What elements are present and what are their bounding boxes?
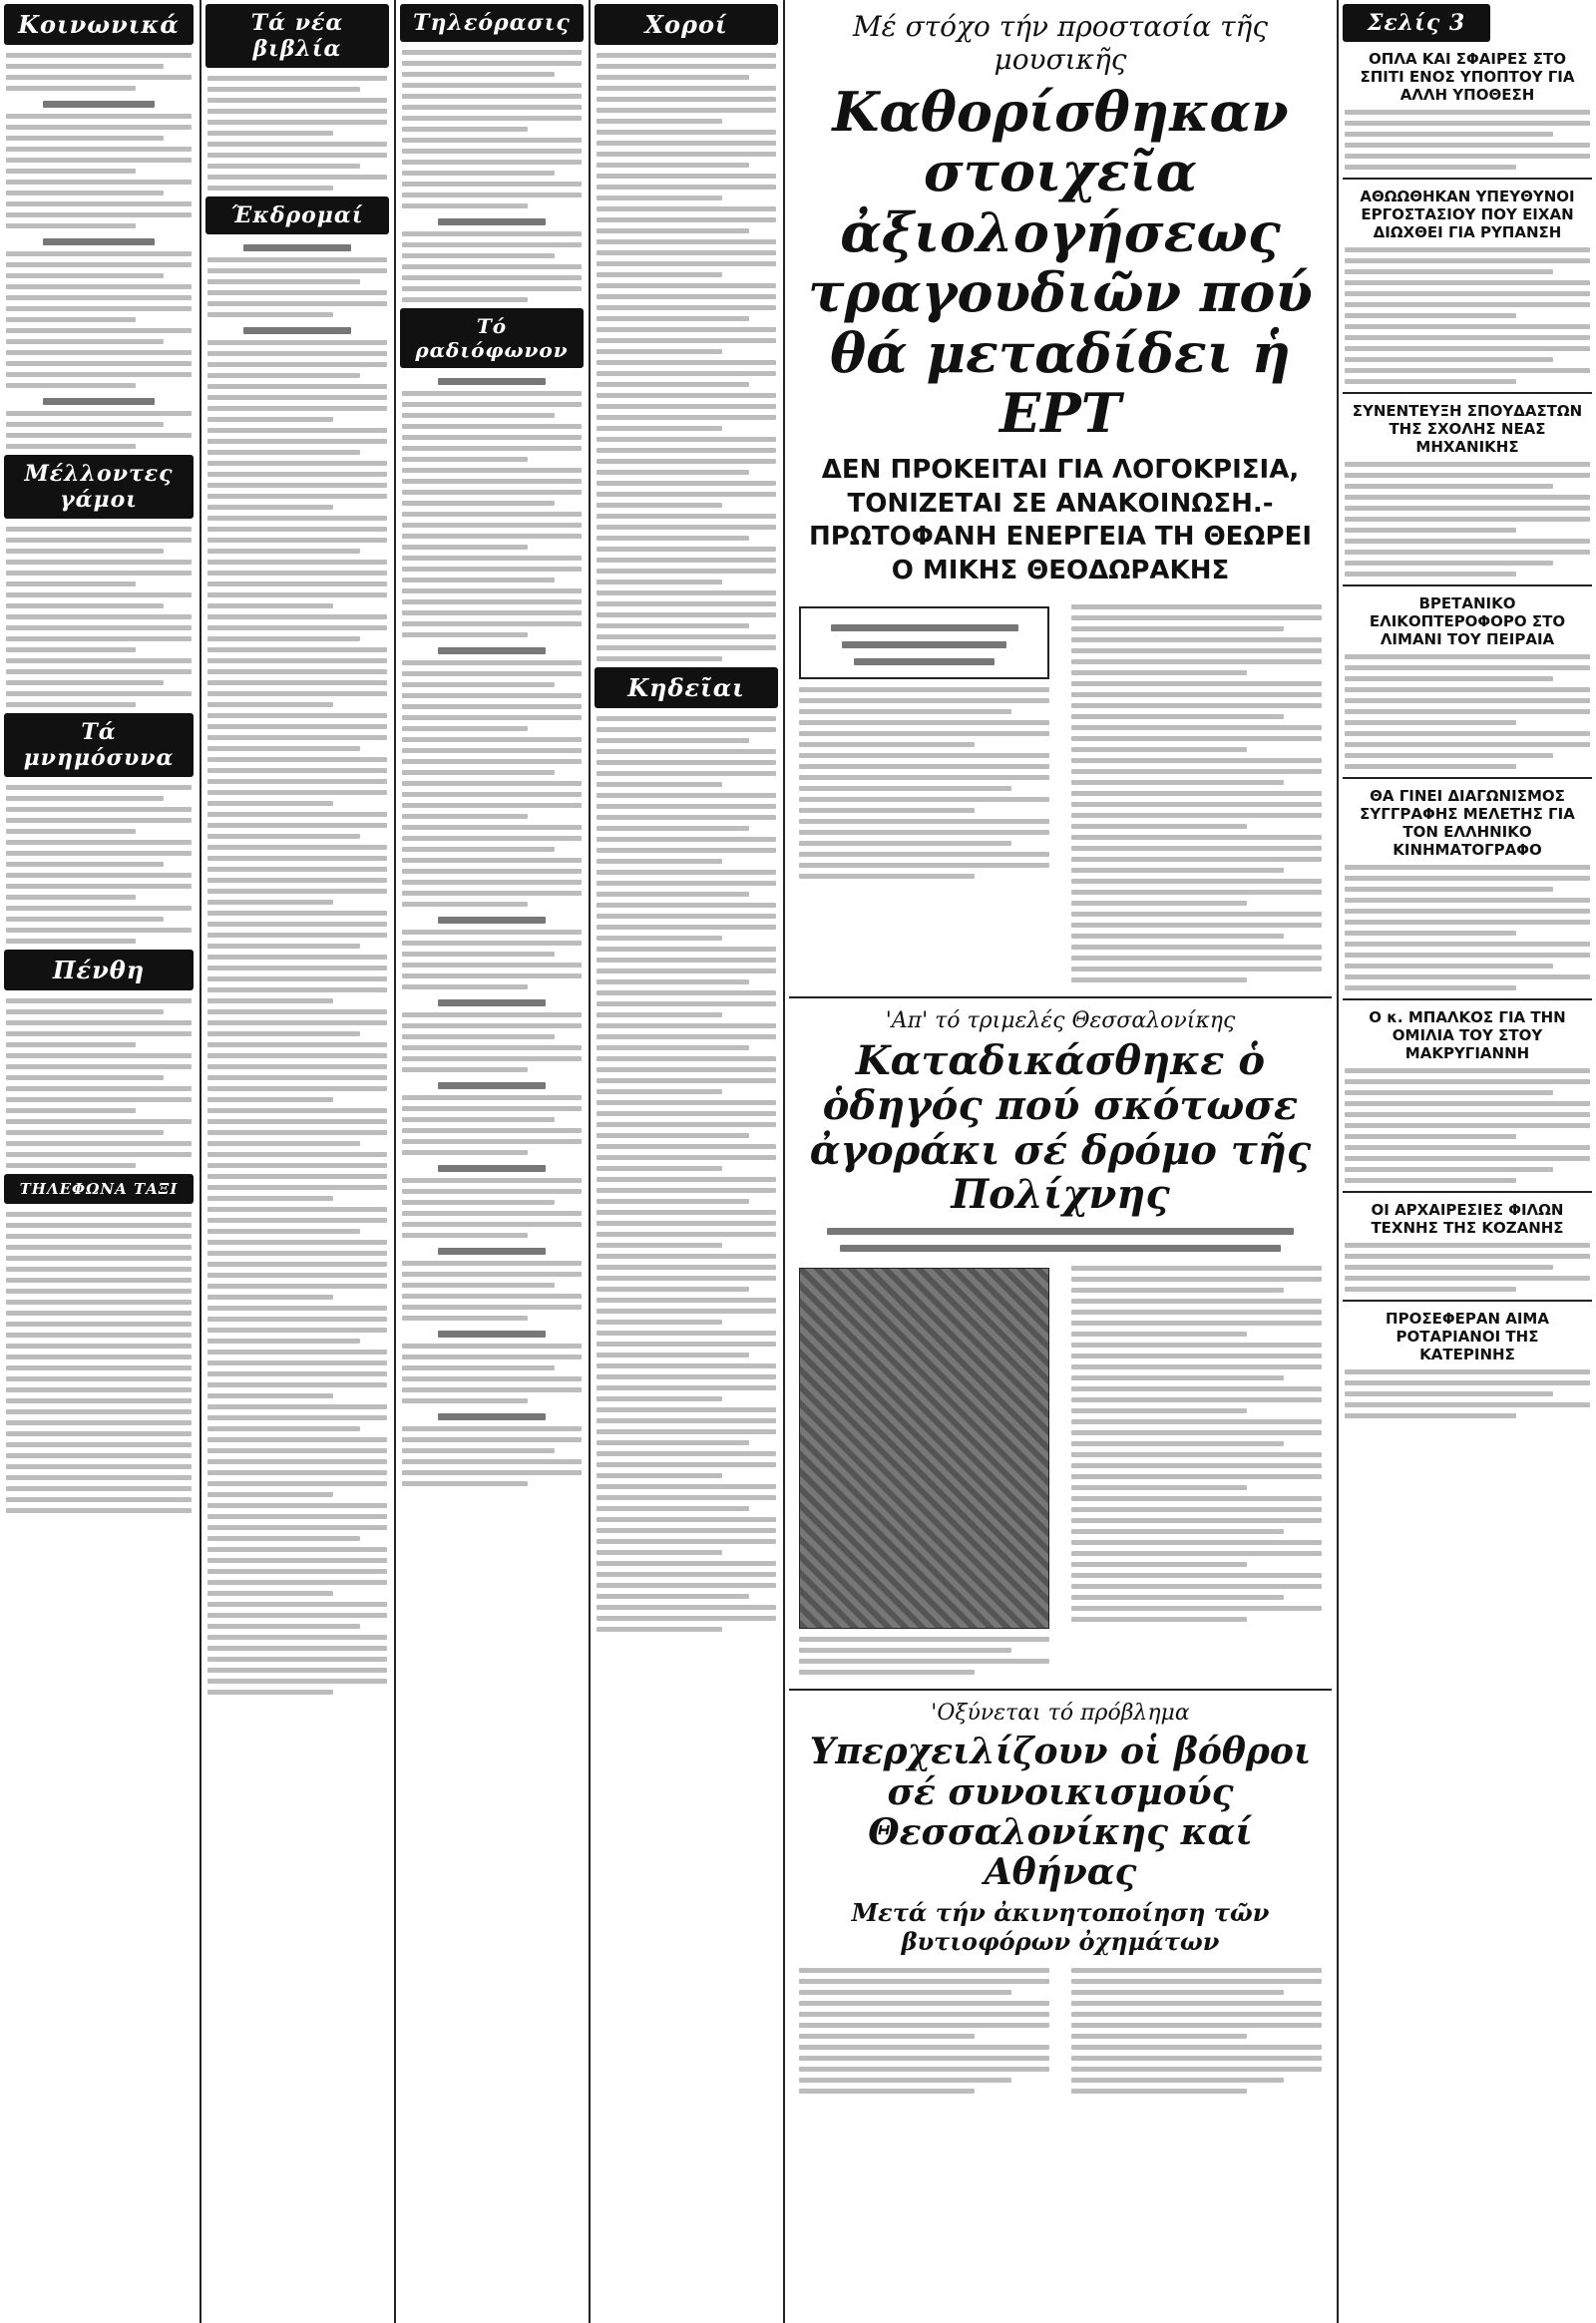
lead-box — [799, 606, 1049, 679]
column-3 — [396, 0, 588, 2323]
news-photo — [799, 1268, 1049, 1629]
story3-headline: Υπερχειλίζουν οἱ βόθροι σέ συνοικισμούς Θεσσαλονίκης καί Αθήνας — [809, 1731, 1312, 1894]
column-1 — [0, 0, 198, 2323]
text-block — [6, 53, 192, 449]
section-radiofonon: Τό ραδιόφωνον — [400, 308, 584, 368]
section-mellontes-gamoi: Μέλλοντες γάμοι — [4, 455, 194, 519]
right-headline-5: ΘΑ ΓΙΝΕΙ ΔΙΑΓΩΝΙΣΜΟΣ ΣΥΓΓΡΑΦΗΣ ΜΕΛΕΤΗΣ ΓΙΑ ΤΟΝ ΕΛΛΗΝΙΚΟ ΚΙΝΗΜΑΤΟΓΡΑΦΟ — [1360, 787, 1575, 859]
section-kideiai: Κηδεῖαι — [595, 667, 778, 708]
section-tilefona-taxi: ΤΗΛΕΦΩΝΑ ΤΑΞΙ — [4, 1174, 194, 1204]
section-xoroi: Χοροί — [595, 4, 778, 45]
lead-headline: Καθορίσθηκαν στοιχεῖα ἀξιολογήσεως τραγουδιῶν πού θά μεταδίδει ἡ ΕΡΤ — [808, 80, 1313, 446]
right-headline-2: ΑΘΩΩΘΗΚΑΝ ΥΠΕΥΘΥΝΟΙ ΕΡΓΟΣΤΑΣΙΟΥ ΠΟΥ ΕΙΧΑΝ ΔΙΩΧΘΕΙ ΓΙΑ ΡΥΠΑΝΣΗ — [1360, 188, 1575, 241]
section-ekdromai: Έκδρομαί — [205, 196, 389, 234]
main-column — [785, 0, 1336, 2323]
right-headline-6: Ο κ. ΜΠΑΛΚΟΣ ΓΙΑ ΤΗΝ ΟΜΙΛΙΑ ΤΟΥ ΣΤΟΥ ΜΑΚΡΥΓΙΑΝΝΗ — [1369, 1008, 1566, 1062]
lead-kicker: Μέ στόχο τήν προστασία τῆς μουσικῆς — [852, 10, 1269, 76]
right-headline-4: ΒΡΕΤΑΝΙΚΟ ΕΛΙΚΟΠΤΕΡΟΦΟΡΟ ΣΤΟ ΛΙΜΑΝΙ ΤΟΥ ΠΕΙΡΑΙΑ — [1369, 594, 1566, 648]
right-headline-8: ΠΡΟΣΕΦΕΡΑΝ ΑΙΜΑ ΡΟΤΑΡΙΑΝΟΙ ΤΗΣ ΚΑΤΕΡΙΝΗΣ — [1386, 1310, 1549, 1363]
column-2 — [201, 0, 393, 2323]
section-mnimosyna: Τά μνημόσυνα — [4, 713, 194, 777]
lead-deck: ΔΕΝ ΠΡΟΚΕΙΤΑΙ ΓΙΑ ΛΟΓΟΚΡΙΣΙΑ, ΤΟΝΙΖΕΤΑΙ ΣΕ ΑΝΑΚΟΙΝΩΣΗ.-ΠΡΩΤΟΦΑΝΗ ΕΝΕΡΓΕΙΑ ΤΗ ΘΕΩΡΕΙ Ο ΜΙΚΗΣ ΘΕΟΔΩΡΑΚΗΣ — [808, 454, 1313, 586]
story3-sub: Μετά τήν ἀκινητοποίηση τῶν βυτιοφόρων ὀχημάτων — [851, 1898, 1270, 1957]
right-column — [1339, 0, 1596, 2323]
section-nea-vivlia: Τά νέα βιβλία — [205, 4, 389, 68]
right-headline-3: ΣΥΝΕΝΤΕΥΞΗ ΣΠΟΥΔΑΣΤΩΝ ΤΗΣ ΣΧΟΛΗΣ ΝΕΑΣ ΜΗΧΑΝΙΚΗΣ — [1352, 402, 1583, 456]
right-headline-1: ΟΠΛΑ ΚΑΙ ΣΦΑΙΡΕΣ ΣΤΟ ΣΠΙΤΙ ΕΝΟΣ ΥΠΟΠΤΟΥ ΓΙΑ ΑΛΛΗ ΥΠΟΘΕΣΗ — [1360, 50, 1575, 104]
section-penthi: Πένθη — [4, 950, 194, 990]
column-4 — [591, 0, 782, 2323]
story3-kicker: 'Οξύνεται τό πρόβλημα — [931, 1701, 1190, 1727]
section-koinonika: Κοινωνικά — [4, 4, 194, 45]
section-tileorasis: Τηλεόρασις — [400, 4, 584, 42]
story2-kicker: 'Απ' τό τριμελές Θεσσαλονίκης — [885, 1008, 1236, 1033]
right-headline-7: ΟΙ ΑΡΧΑΙΡΕΣΙΕΣ ΦΙΛΩΝ ΤΕΧΝΗΣ ΤΗΣ ΚΟΖΑΝΗΣ — [1371, 1201, 1564, 1237]
page-number: Σελίς 3 — [1343, 4, 1490, 42]
story2-headline: Καταδικάσθηκε ὁ ὁδηγός πού σκότωσε ἀγοράκι σέ δρόμο τῆς Πολίχνης — [809, 1037, 1312, 1219]
